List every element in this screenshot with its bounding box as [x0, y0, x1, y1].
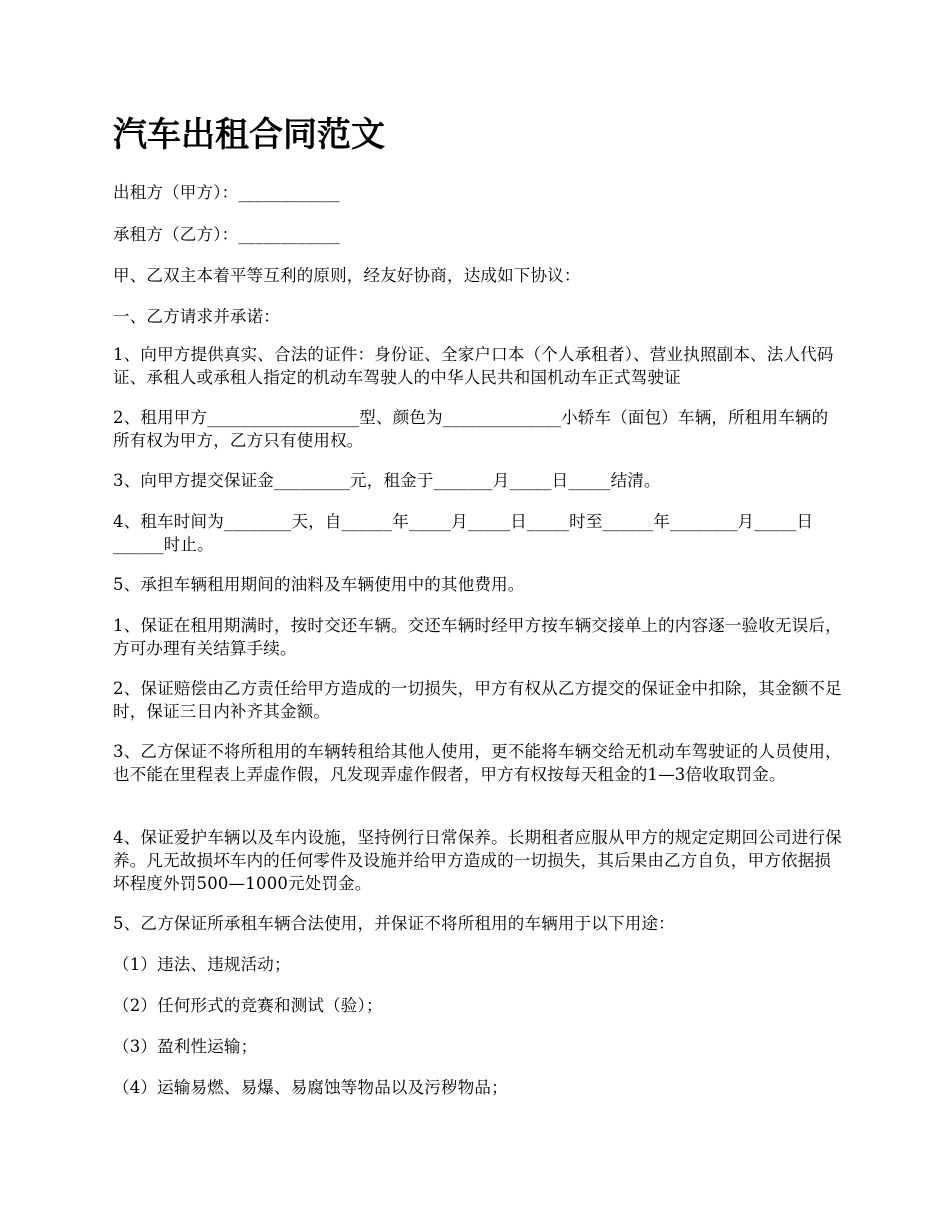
clause-paragraph: 4、保证爱护车辆以及车内设施，坚持例行日常保养。长期租者应服从甲方的规定定期回公司进行保养。凡无故损坏车内的任何零件及设施并给甲方造成的一切损失，其后果由乙方自负，甲方依据损坏程度外罚500—1000元处罚金。: [113, 828, 842, 893]
lessee-line: 承租方（乙方）：____________: [113, 225, 340, 244]
lessor-line: 出租方（甲方）：____________: [113, 183, 340, 202]
section-heading: 一、乙方请求并承诺：: [113, 307, 280, 326]
clause-paragraph: 1、向甲方提供真实、合法的证件：身份证、全家户口本（个人承租者）、营业执照副本、法人代码证、承租人或承租人指定的机动车驾驶人的中华人民共和国机动车正式驾驶证: [113, 345, 834, 387]
document-title: 汽车出租合同范文: [113, 115, 385, 155]
clause-paragraph: 5、乙方保证所承租车辆合法使用，并保证不将所租用的车辆用于以下用途：: [113, 914, 675, 933]
list-item: （4）运输易燃、易爆、易腐蚀等物品以及污秽物品；: [113, 1078, 508, 1097]
agreement-intro: 甲、乙双主本着平等互利的原则，经友好协商，达成如下协议：: [113, 266, 581, 285]
list-item: （2）任何形式的竞赛和测试（验）；: [113, 996, 383, 1015]
clause-paragraph: 2、租用甲方__________________型、颜色为______________小轿车（面包）车辆，所租用车辆的所有权为甲方，乙方只有使用权。: [113, 408, 829, 450]
clause-paragraph: 4、租车时间为________天，自______年_____月_____日_____时至______年________月_____日______时止。: [113, 512, 814, 554]
clause-paragraph: 2、保证赔偿由乙方责任给甲方造成的一切损失，甲方有权从乙方提交的保证金中扣除，其金额不足时，保证三日内补齐其金额。: [113, 679, 842, 721]
list-item: （1）违法、违规活动；: [113, 955, 291, 974]
clause-paragraph: 1、保证在租用期满时，按时交还车辆。交还车辆时经甲方按车辆交接单上的内容逐一验收无误后，方可办理有关结算手续。: [113, 616, 842, 658]
clause-paragraph: 3、乙方保证不将所租用的车辆转租给其他人使用，更不能将车辆交给无机动车驾驶证的人员使用，也不能在里程表上弄虚作假，凡发现弄虚作假者，甲方有权按每天租金的1—3倍收取罚金。: [113, 742, 842, 784]
clause-paragraph: 5、承担车辆租用期间的油料及车辆使用中的其他费用。: [113, 575, 525, 594]
clause-paragraph: 3、向甲方提交保证金_________元，租金于_______月_____日_____结清。: [113, 471, 661, 490]
list-item: （3）盈利性运输；: [113, 1037, 258, 1056]
